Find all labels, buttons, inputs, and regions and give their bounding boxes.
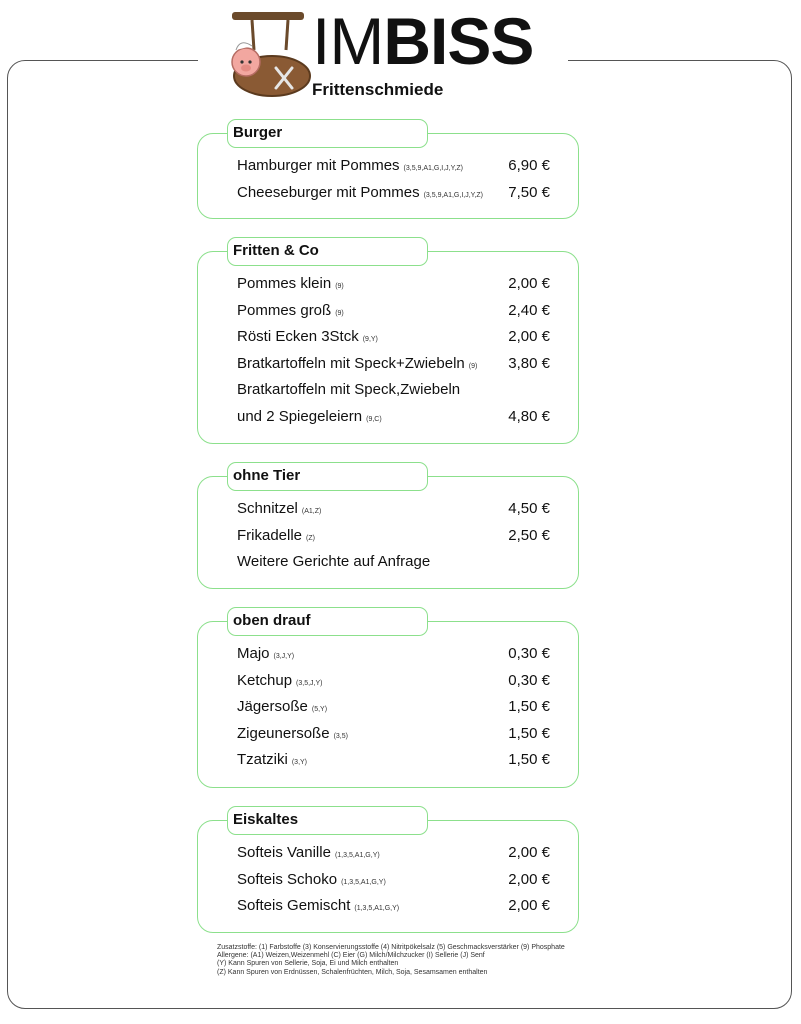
menu-item xyxy=(237,298,550,325)
section-title: Fritten & Co xyxy=(227,237,428,266)
section-ohne-tier xyxy=(197,467,579,589)
menu-item xyxy=(237,694,550,721)
item-price: 2,50 € xyxy=(508,526,550,544)
item-name: Bratkartoffeln mit Speck+Zwiebeln xyxy=(237,354,465,372)
footnote-allergens: Allergene: (A1) Weizen,Weizenmehl (C) Eier (G) Milch/Milchzucker (I) Sellerie (J) Senf xyxy=(217,952,485,960)
item-price: 1,50 € xyxy=(508,698,550,715)
section-title: Eiskaltes xyxy=(227,806,428,835)
item-price: 4,50 € xyxy=(508,500,550,517)
section-title: ohne Tier xyxy=(227,462,428,491)
section-burger xyxy=(197,124,579,219)
menu-item xyxy=(237,549,550,576)
section-title: Burger xyxy=(227,119,428,148)
menu-item xyxy=(237,324,550,351)
menu-item xyxy=(237,153,550,180)
menu-item xyxy=(237,668,550,695)
item-name: Majo xyxy=(237,645,270,662)
item-name: Softeis Vanille xyxy=(237,844,331,861)
item-price: 6,90 € xyxy=(508,157,550,174)
item-code: (9,C) xyxy=(366,415,382,423)
item-name: Jägersoße xyxy=(237,698,308,715)
item-name: Softeis Gemischt xyxy=(237,897,351,914)
item-price: 2,00 € xyxy=(508,844,550,861)
item-code: (3,J,Y) xyxy=(273,653,295,660)
item-name: Cheeseburger mit Pommes xyxy=(237,183,420,201)
item-name: Weitere Gerichte auf Anfrage xyxy=(237,553,431,570)
menu-item xyxy=(237,496,550,523)
item-code: (9,Y) xyxy=(362,336,378,343)
section-eiskaltes xyxy=(197,811,579,933)
item-name: Zigeunersoße xyxy=(237,724,330,742)
item-price: 1,50 € xyxy=(508,724,550,742)
menu-item xyxy=(237,721,550,748)
item-code: (9) xyxy=(468,362,478,370)
item-code: (A1,Z) xyxy=(301,508,322,515)
item-name: Bratkartoffeln mit Speck,Zwiebeln xyxy=(237,381,461,398)
page-title: IMBISS xyxy=(312,4,534,78)
item-name: Softeis Schoko xyxy=(237,870,338,888)
item-price: 1,50 € xyxy=(508,751,550,768)
item-price: 2,00 € xyxy=(508,897,550,914)
item-code: (9) xyxy=(335,309,344,317)
item-code: (3,5,9,A1,G,I,J,Y,Z) xyxy=(403,165,463,172)
menu-item xyxy=(237,867,550,894)
item-code: (9) xyxy=(335,283,344,290)
item-name: Rösti Ecken 3Stck xyxy=(237,328,359,345)
item-name: Ketchup xyxy=(237,671,293,689)
pig-chef-logo-icon xyxy=(222,10,314,102)
item-name: Hamburger mit Pommes xyxy=(237,157,400,174)
footnotes xyxy=(217,944,565,977)
item-code: (Z) xyxy=(306,534,315,542)
item-code: (1,3,5,A1,G,Y) xyxy=(334,852,380,859)
item-price: 2,40 € xyxy=(508,301,550,319)
menu-item xyxy=(237,641,550,668)
menu-item xyxy=(237,893,550,920)
section-fritten xyxy=(197,242,579,444)
item-code: (5,Y) xyxy=(311,706,328,713)
item-price: 0,30 € xyxy=(508,645,550,662)
item-price: 7,50 € xyxy=(508,183,550,201)
footnote-trace-z: (Z) Kann Spuren von Erdnüssen, Schalenfrüchten, Milch, Soja, Sesamsamen enthalten xyxy=(217,968,488,976)
item-name: Pommes groß xyxy=(237,301,332,319)
menu-item xyxy=(237,180,550,207)
menu-item xyxy=(237,351,550,378)
item-name: Pommes klein xyxy=(237,275,332,292)
footnote-trace-y: (Y) Kann Spuren von Sellerie, Soja, Ei und Milch enthalten xyxy=(217,960,399,968)
menu-item xyxy=(237,523,550,550)
menu-item xyxy=(237,747,550,774)
item-code: (3,Y) xyxy=(291,759,308,766)
menu-item xyxy=(237,271,550,298)
item-code: (1,3,5,A1,G,Y) xyxy=(341,878,386,886)
item-name: Tzatziki xyxy=(237,751,288,768)
item-price: 0,30 € xyxy=(508,671,550,689)
section-title: oben drauf xyxy=(227,607,428,636)
section-oben-drauf xyxy=(197,612,579,788)
item-name: Frikadelle xyxy=(237,526,303,544)
menu-item xyxy=(237,404,550,431)
item-price: 2,00 € xyxy=(508,275,550,292)
item-code: (3,5,J,Y) xyxy=(296,679,323,687)
item-code: (3,5,9,A1,G,I,J,Y,Z) xyxy=(423,191,483,199)
page-subtitle: Frittenschmiede xyxy=(312,80,444,99)
item-price: 3,80 € xyxy=(508,354,550,372)
footnote-additives: Zusatzstoffe: (1) Farbstoffe (3) Konservierungsstoffe (4) Nitritpökelsalz (5) Geschmacksverstärker (9) Phosphate xyxy=(217,944,565,951)
item-name: und 2 Spiegeleiern xyxy=(237,407,363,425)
item-price: 2,00 € xyxy=(508,870,550,888)
menu-item xyxy=(237,377,550,404)
item-price: 2,00 € xyxy=(508,328,550,345)
item-code: (3,5) xyxy=(333,732,348,740)
item-price: 4,80 € xyxy=(508,407,550,425)
menu-item xyxy=(237,840,550,867)
item-code: (1,3,5,A1,G,Y) xyxy=(354,905,400,912)
item-name: Schnitzel xyxy=(237,500,298,517)
